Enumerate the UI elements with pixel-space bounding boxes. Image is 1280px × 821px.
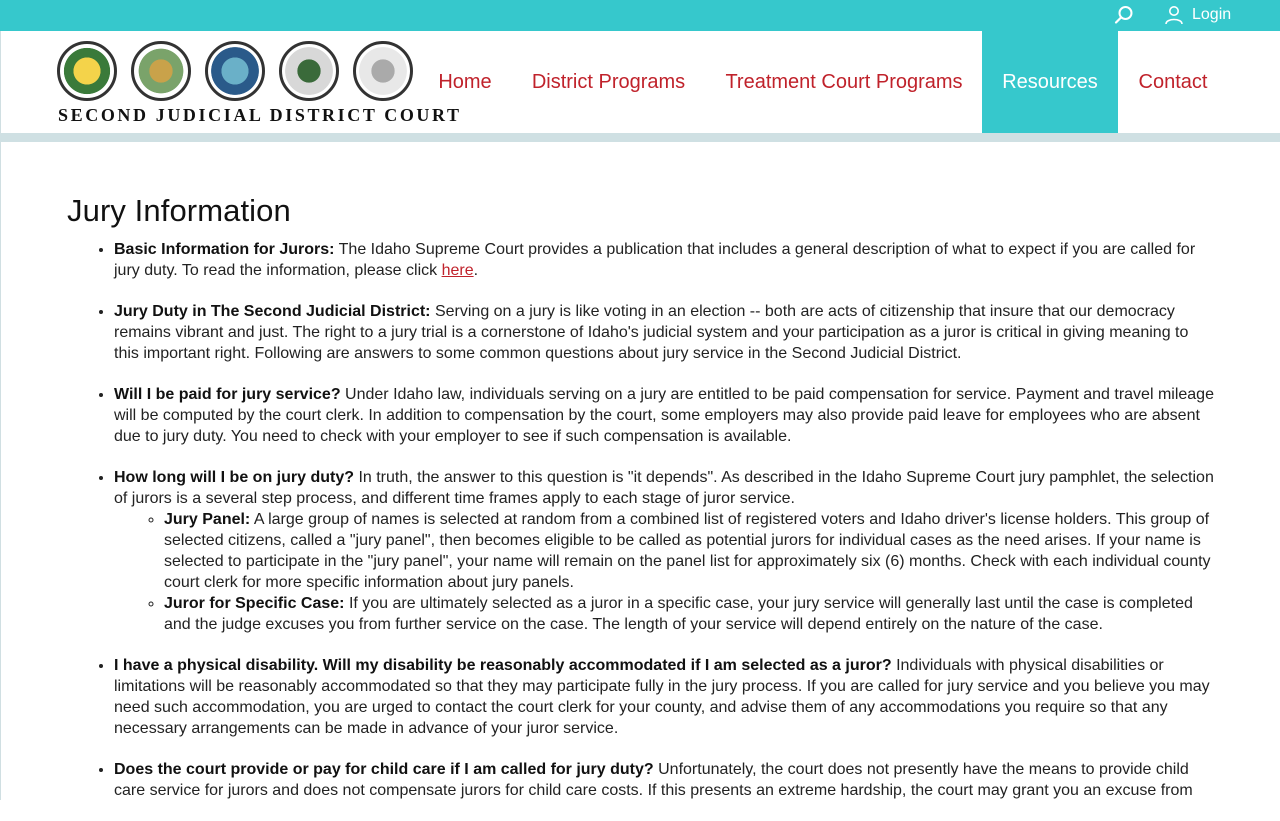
item-text: The Idaho Supreme Court provides a publication that includes a general description of what to expect if you are called for jury duty. To read the information, please click [114, 241, 1196, 279]
item-text: Under Idaho law, individuals serving on a jury are entitled to be paid compensation for service. Payment and travel mileage will be computed by the court clerk. In addition to compensation by the court, some employers may also provide paid leave for employees who are absent due to jury duty. You need to check with your employer to see if such compensation is available. [114, 386, 1214, 445]
here-link[interactable]: here [441, 262, 474, 279]
county-seal-2 [131, 41, 191, 101]
item-text-end: . [473, 262, 479, 279]
nav-district-programs[interactable]: District Programs [531, 70, 686, 93]
item-text: Individuals with physical disabilities or limitations will be reasonably accommodated so that they may participate fully in the jury process. If you are called for jury service and you believe you may need such accommodation, you are urged to contact the court clerk for your county, and advise them of any accommodations you require so that any necessary arrangements can be made in advance of your juror service. [114, 657, 1210, 737]
content-frame-border [0, 142, 1, 800]
county-seals-logo[interactable] [57, 41, 417, 103]
search-icon[interactable] [1114, 5, 1134, 25]
nav-resources[interactable]: Resources [982, 31, 1118, 133]
user-icon [1164, 5, 1184, 25]
list-item-child-care [114, 759, 1217, 801]
sub-item-text: If you are ultimately selected as a juror in a specific case, your jury service will generally last until the case is completed and the judge excuses you from further service on the case. The length of your service will depend entirely on the nature of the case. [164, 595, 1193, 633]
county-seal-4 [279, 41, 339, 101]
item-heading: Jury Duty in The Second Judicial District: [114, 303, 431, 320]
item-text: Unfortunately, the court does not presently have the means to provide child care service for jurors and does not compensate jurors for child care costs. If this presents an extreme hardship, the court may grant you an excuse from [114, 761, 1193, 799]
list-item-how-long [114, 467, 1217, 635]
sub-item-heading: Jury Panel: [164, 511, 251, 528]
sub-item-jury-panel [164, 509, 1217, 593]
list-item-jury-duty [114, 301, 1217, 364]
nav-contact[interactable]: Contact [1138, 70, 1208, 93]
jury-info-list [67, 239, 1217, 801]
sub-item-specific-case [164, 593, 1217, 635]
main-content [67, 193, 1217, 821]
nav-home[interactable]: Home [438, 70, 492, 93]
item-heading: How long will I be on jury duty? [114, 469, 354, 486]
page-title: Jury Information [67, 193, 291, 228]
sub-item-text: A large group of names is selected at random from a combined list of registered voters and Idaho driver's license holders. This group of selected citizens, called a "jury panel", then becomes eligible to be called as potential jurors for individual cases as the need arises. If your name is selected to participate in the "jury panel", your name will remain on the panel list for approximately six (6) months. Check with each individual county court clerk for more specific information about jury panels. [164, 511, 1211, 591]
list-item-paid [114, 384, 1217, 447]
site-name: SECOND JUDICIAL DISTRICT COURT [58, 105, 462, 125]
county-seal-5 [353, 41, 413, 101]
item-heading: Basic Information for Jurors: [114, 241, 335, 258]
item-heading: I have a physical disability. Will my disability be reasonably accommodated if I am selected as a juror? [114, 657, 892, 674]
item-heading: Will I be paid for jury service? [114, 386, 341, 403]
sub-list [114, 509, 1217, 635]
header-divider [0, 133, 1280, 142]
login-label: Login [1192, 6, 1232, 23]
login-link[interactable] [1164, 4, 1231, 26]
item-text: Serving on a jury is like voting in an election -- both are acts of citizenship that insure that our democracy remains vibrant and just. The right to a jury trial is a cornerstone of Idaho's judicial system and your participation as a juror is critical in giving meaning to this important right. Following are answers to some common questions about jury service in the Second Judicial District. [114, 303, 1189, 362]
site-header [0, 31, 1280, 133]
sub-item-heading: Juror for Specific Case: [164, 595, 345, 612]
item-text: In truth, the answer to this question is "it depends". As described in the Idaho Supreme Court jury pamphlet, the selection of jurors is a several step process, and different time frames apply to each stage of juror service. [114, 469, 1214, 507]
county-seal-3 [205, 41, 265, 101]
nav-treatment-court-programs[interactable]: Treatment Court Programs [725, 70, 963, 93]
list-item-disability [114, 655, 1217, 739]
top-utility-bar [0, 0, 1280, 31]
item-heading: Does the court provide or pay for child care if I am called for jury duty? [114, 761, 654, 778]
county-seal-1 [57, 41, 117, 101]
list-item-basic-info [114, 239, 1217, 281]
